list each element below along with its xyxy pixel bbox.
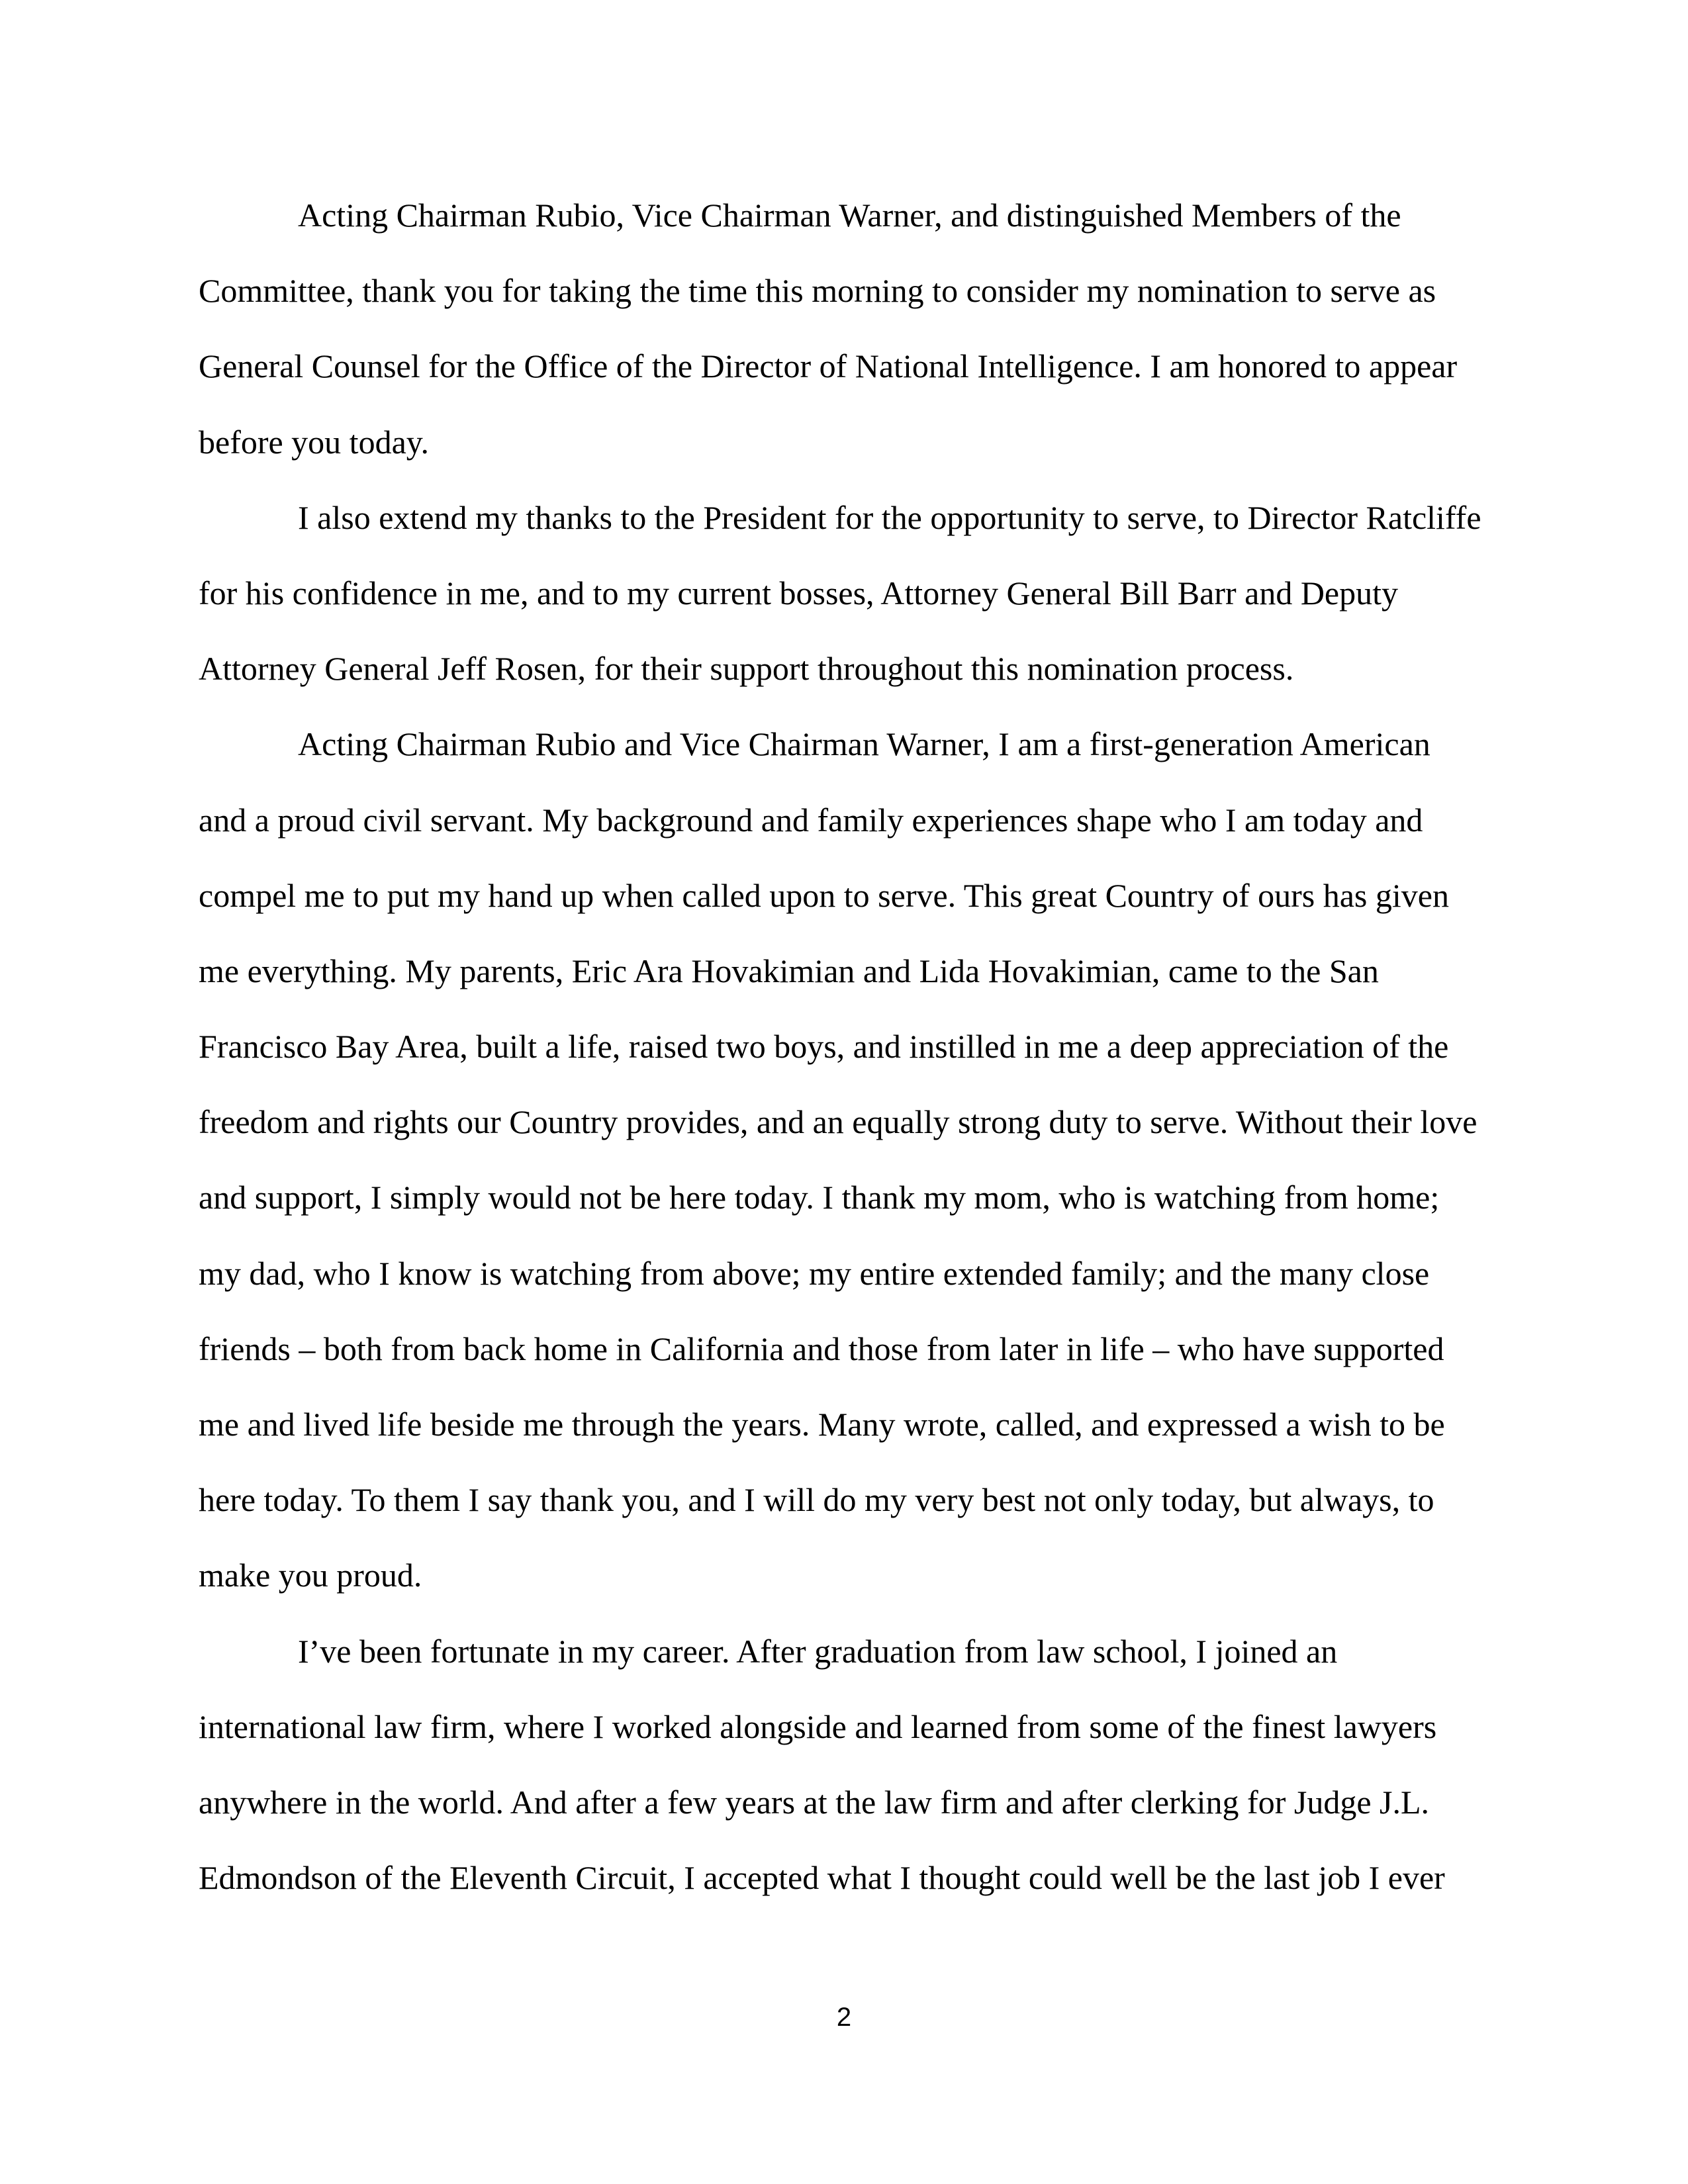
document-body	[199, 177, 1496, 1915]
paragraph-1-line-4: before you today.	[199, 423, 430, 461]
paragraph-3-line-2: and a proud civil servant. My background and family experiences shape who I am today and	[199, 801, 1423, 839]
paragraph-3-line-3: compel me to put my hand up when called upon to serve. This great Country of ours has given	[199, 876, 1449, 914]
paragraph-3-line-12: make you proud.	[199, 1557, 422, 1594]
paragraph-1-line-1: Acting Chairman Rubio, Vice Chairman Warner, and distinguished Members of the	[298, 197, 1401, 234]
paragraph-3-line-5: Francisco Bay Area, built a life, raised two boys, and instilled in me a deep appreciation of the	[199, 1028, 1449, 1066]
paragraph-4-line-2: international law firm, where I worked alongside and learned from some of the finest lawyers	[199, 1707, 1437, 1745]
paragraph-1-line-3: General Counsel for the Office of the Director of National Intelligence. I am honored to appear	[199, 347, 1458, 385]
paragraph-3-line-9: friends – both from back home in California and those from later in life – who have supported	[199, 1330, 1444, 1367]
page-number: 2	[836, 2003, 852, 2032]
paragraph-3-line-1: Acting Chairman Rubio and Vice Chairman Warner, I am a first-generation American	[298, 725, 1430, 763]
paragraph-3-line-10: me and lived life beside me through the years. Many wrote, called, and expressed a wish to be	[199, 1406, 1445, 1443]
paragraph-2-line-3: Attorney General Jeff Rosen, for their support throughout this nomination process.	[199, 650, 1294, 688]
paragraph-4-line-4: Edmondson of the Eleventh Circuit, I accepted what I thought could well be the last job I ever	[199, 1859, 1445, 1897]
paragraph-3-line-7: and support, I simply would not be here today. I thank my mom, who is watching from home;	[199, 1179, 1440, 1216]
paragraph-3-line-6: freedom and rights our Country provides, and an equally strong duty to serve. Without their love	[199, 1103, 1477, 1141]
paragraph-3-line-8: my dad, who I know is watching from above; my entire extended family; and the many close	[199, 1254, 1430, 1292]
paragraph-4-line-3: anywhere in the world. And after a few years at the law firm and after clerking for Judge J.L.	[199, 1783, 1430, 1821]
paragraph-4-line-1: I’ve been fortunate in my career. After graduation from law school, I joined an	[298, 1632, 1338, 1670]
paragraph-2-line-2: for his confidence in me, and to my current bosses, Attorney General Bill Barr and Deputy	[199, 574, 1399, 612]
paragraph-3-line-11: here today. To them I say thank you, and I will do my very best not only today, but always, to	[199, 1481, 1434, 1519]
paragraph-3-line-4: me everything. My parents, Eric Ara Hovakimian and Lida Hovakimian, came to the San	[199, 952, 1379, 989]
paragraph-2-line-1: I also extend my thanks to the President for the opportunity to serve, to Director Ratcliffe	[298, 498, 1481, 536]
paragraph-1-line-2: Committee, thank you for taking the time this morning to consider my nomination to serve as	[199, 272, 1436, 310]
